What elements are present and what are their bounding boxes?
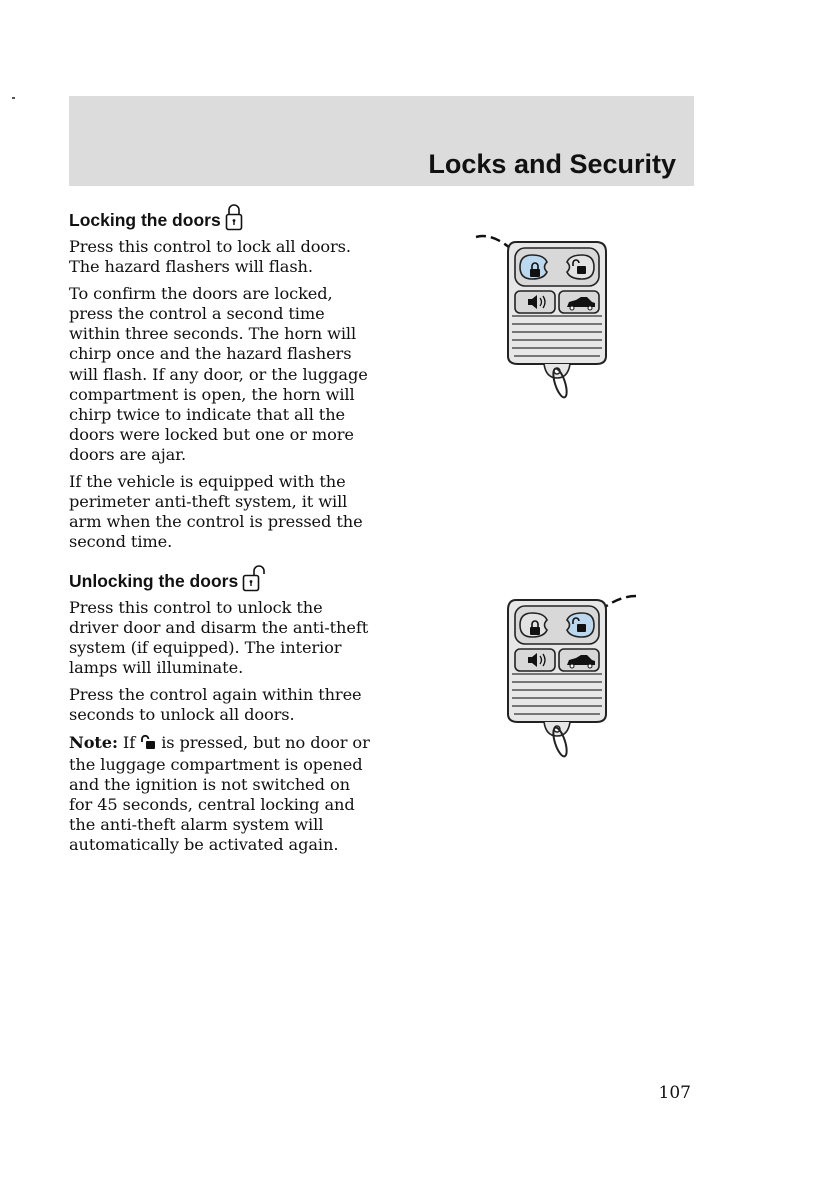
unlocking-paragraph-2: Press the control again within three seconds to unlock all doors. (69, 685, 362, 725)
padlock-open-icon (242, 564, 266, 592)
padlock-closed-icon (225, 203, 243, 231)
locking-paragraph-1: Press this control to lock all doors. The hazard flashers will flash. (69, 237, 351, 277)
note-text-after: is pressed, but no door or the luggage compartment is opened and the ignition is not switched on for 45 seconds, central locking and the anti-theft alarm system will automatically be activated again. (69, 732, 370, 855)
header-band (69, 96, 694, 186)
unlocking-section (69, 564, 374, 862)
note-label: Note: (69, 732, 118, 752)
page-title: Locks and Security (428, 149, 676, 179)
key-fob-unlock-illustration (470, 590, 640, 774)
note-paragraph (69, 733, 374, 856)
unlocking-heading-text: Unlocking the doors (69, 571, 239, 591)
note-text-before: If (122, 732, 136, 752)
locking-paragraph-2: To confirm the doors are locked, press the control a second time within three seconds. The horn will chirp once and the hazard flashers will flash. If any door, or the luggage compartment is open, the horn will chirp twice to indicate that all the doors were locked but one or more doors are ajar. (69, 284, 368, 464)
unlock-button-icon (140, 734, 156, 755)
stray-mark (12, 97, 15, 99)
page-number: 107 (658, 1083, 691, 1103)
locking-heading-text: Locking the doors (69, 210, 221, 230)
locking-paragraph-3: If the vehicle is equipped with the perimeter anti-theft system, it will arm when the control is pressed the second time. (69, 472, 363, 552)
locking-heading (69, 203, 374, 231)
unlocking-heading (69, 564, 374, 592)
unlocking-paragraph-1: Press this control to unlock the driver door and disarm the anti-theft system (if equipped). The interior lamps will illuminate. (69, 598, 369, 678)
locking-section (69, 203, 374, 559)
key-fob-lock-illustration (470, 228, 620, 412)
